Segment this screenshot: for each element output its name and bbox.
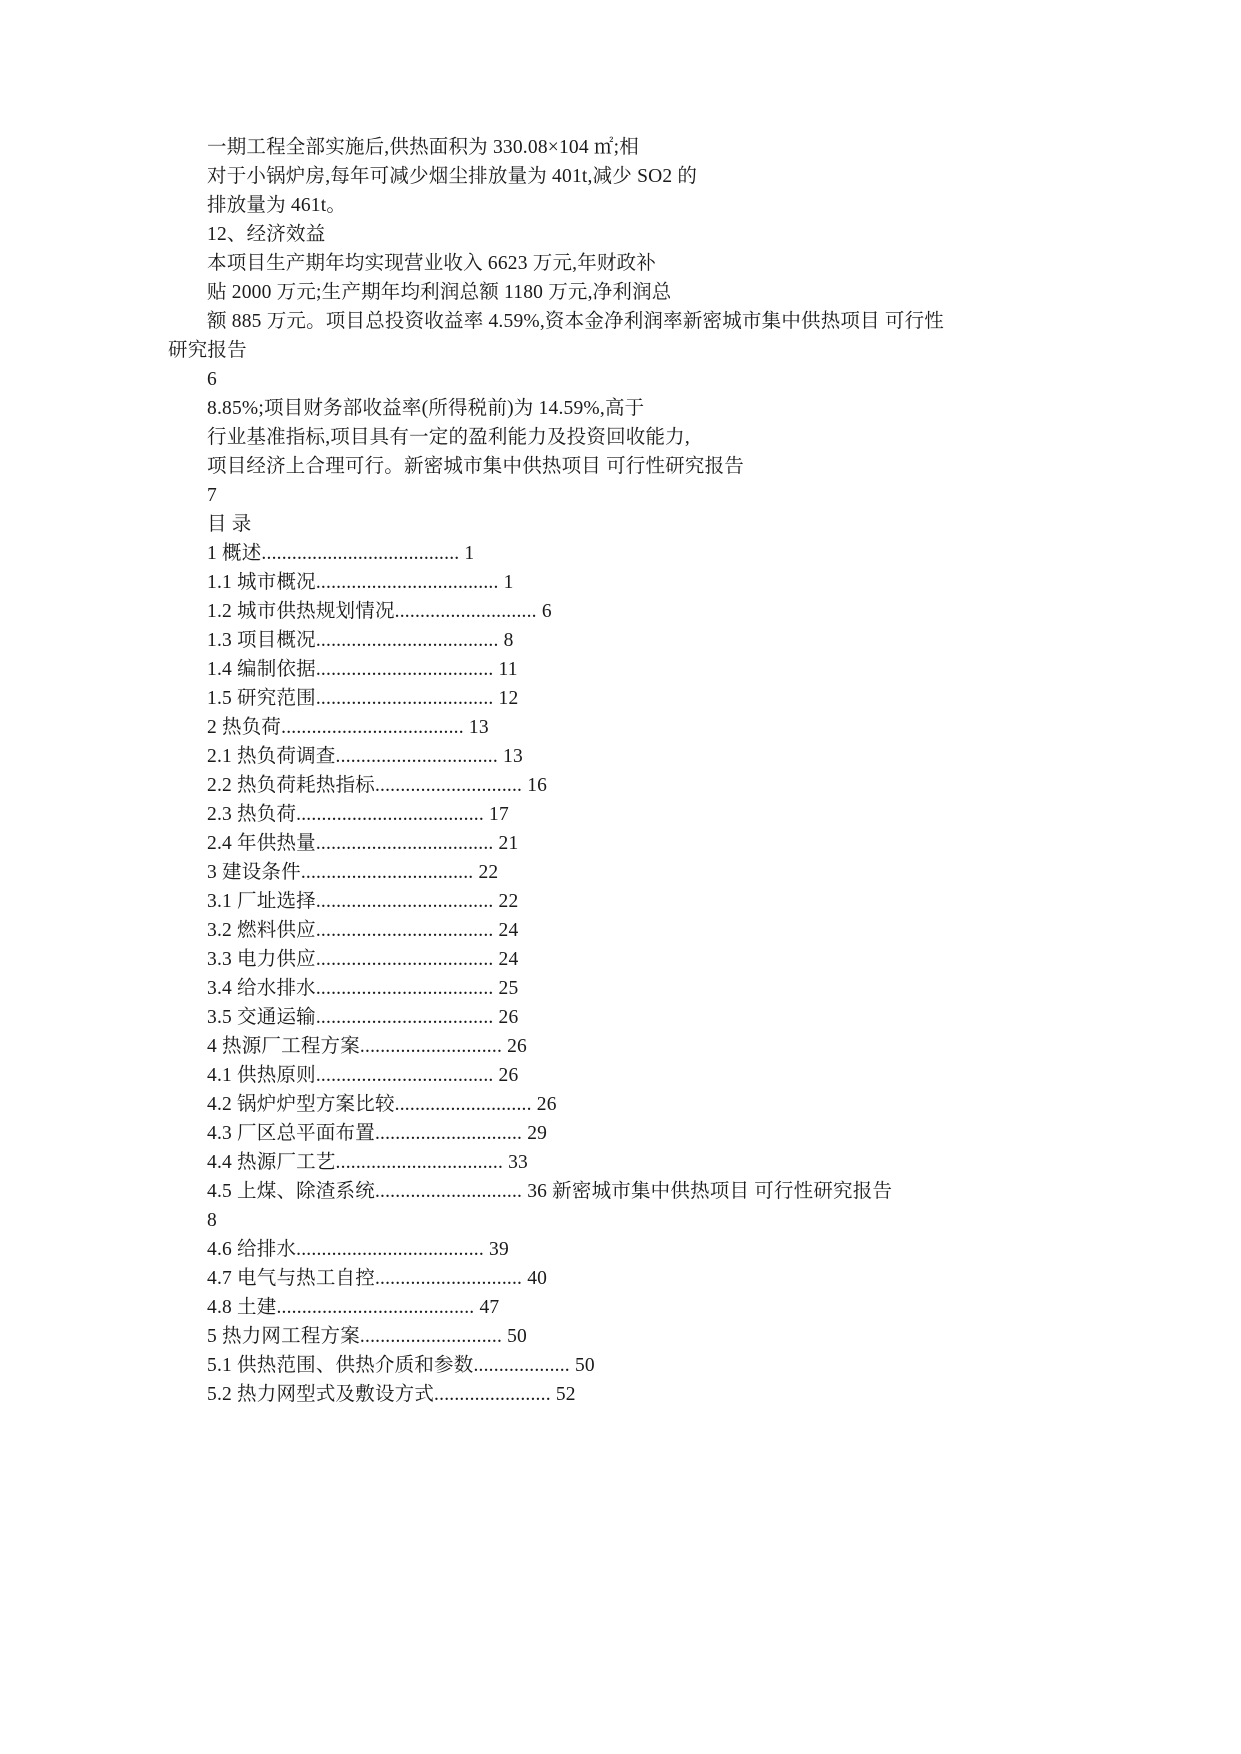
toc-entry: 5.1 供热范围、供热介质和参数................... 50 bbox=[207, 1355, 595, 1376]
toc-entry: 4.5 上煤、除渣系统............................. 36 新密城市集中供热项目 可行性研究报告 bbox=[207, 1181, 893, 1202]
toc-entry: 3.3 电力供应................................... 24 bbox=[207, 949, 519, 970]
toc-entry: 4.7 电气与热工自控............................. 40 bbox=[207, 1268, 548, 1289]
toc-entry: 5 热力网工程方案............................ 50 bbox=[207, 1326, 527, 1347]
body-text-line: 8.85%;项目财务部收益率(所得税前)为 14.59%,高于 bbox=[207, 398, 645, 419]
page-number: 6 bbox=[207, 369, 217, 390]
toc-entry: 3.4 给水排水................................... 25 bbox=[207, 978, 519, 999]
toc-entry: 4.2 锅炉炉型方案比较........................... 26 bbox=[207, 1094, 557, 1115]
toc-entry: 4.8 土建....................................... 47 bbox=[207, 1297, 500, 1318]
toc-entry: 4.6 给排水..................................... 39 bbox=[207, 1239, 509, 1260]
toc-entry: 3.1 厂址选择................................... 22 bbox=[207, 891, 519, 912]
body-text-line: 本项目生产期年均实现营业收入 6623 万元,年财政补 bbox=[207, 253, 657, 274]
body-text-line: 排放量为 461t。 bbox=[207, 195, 347, 216]
toc-entry: 2.3 热负荷..................................... 17 bbox=[207, 804, 509, 825]
toc-entry: 1.1 城市概况.................................... 1 bbox=[207, 572, 514, 593]
toc-entry: 4.1 供热原则................................... 26 bbox=[207, 1065, 519, 1086]
body-text-line: 贴 2000 万元;生产期年均利润总额 1180 万元,净利润总 bbox=[207, 282, 672, 303]
toc-entry: 2.4 年供热量................................... 21 bbox=[207, 833, 519, 854]
toc-entry: 5.2 热力网型式及敷设方式....................... 52 bbox=[207, 1384, 576, 1405]
toc-entry: 3 建设条件.................................. 22 bbox=[207, 862, 499, 883]
body-text-line: 额 885 万元。项目总投资收益率 4.59%,资本金净利润率新密城市集中供热项目 可行性 bbox=[207, 311, 944, 332]
toc-entry: 1 概述....................................... 1 bbox=[207, 543, 475, 564]
page-number: 7 bbox=[207, 485, 217, 506]
body-text-line: 项目经济上合理可行。新密城市集中供热项目 可行性研究报告 bbox=[207, 456, 744, 477]
page-number: 8 bbox=[207, 1210, 217, 1231]
toc-entry: 2.1 热负荷调查................................ 13 bbox=[207, 746, 523, 767]
toc-entry: 2 热负荷.................................... 13 bbox=[207, 717, 489, 738]
body-text-line: 对于小锅炉房,每年可减少烟尘排放量为 401t,减少 SO2 的 bbox=[207, 166, 698, 187]
toc-entry: 2.2 热负荷耗热指标............................. 16 bbox=[207, 775, 548, 796]
toc-entry: 1.3 项目概况.................................... 8 bbox=[207, 630, 514, 651]
toc-entry: 4 热源厂工程方案............................ 26 bbox=[207, 1036, 527, 1057]
toc-entry: 1.4 编制依据................................... 11 bbox=[207, 659, 518, 680]
toc-entry: 1.5 研究范围................................... 12 bbox=[207, 688, 519, 709]
body-text-line: 研究报告 bbox=[168, 340, 247, 361]
toc-entry: 1.2 城市供热规划情况............................ 6 bbox=[207, 601, 552, 622]
toc-entry: 4.3 厂区总平面布置............................. 29 bbox=[207, 1123, 548, 1144]
toc-entry: 3.2 燃料供应................................... 24 bbox=[207, 920, 519, 941]
body-text-line: 行业基准指标,项目具有一定的盈利能力及投资回收能力, bbox=[207, 427, 690, 448]
toc-title: 目 录 bbox=[207, 514, 252, 535]
body-text-line: 一期工程全部实施后,供热面积为 330.08×104 ㎡;相 bbox=[207, 137, 639, 158]
toc-entry: 3.5 交通运输................................... 26 bbox=[207, 1007, 519, 1028]
toc-entry: 4.4 热源厂工艺................................. 33 bbox=[207, 1152, 528, 1173]
section-heading: 12、经济效益 bbox=[207, 224, 326, 245]
